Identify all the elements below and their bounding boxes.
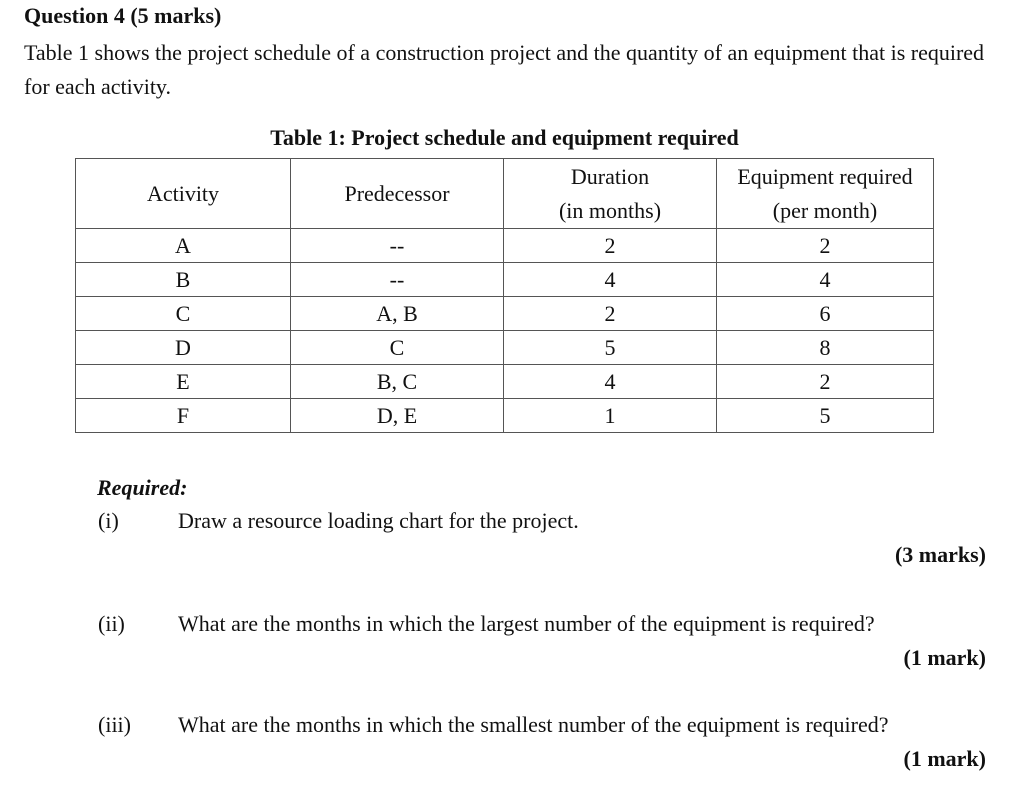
header-equipment bbox=[717, 159, 934, 229]
header-duration-line2: (in months) bbox=[558, 197, 662, 223]
header-duration-line1: Duration bbox=[570, 163, 650, 189]
cell-duration: 4 bbox=[504, 365, 717, 399]
header-activity: Activity bbox=[76, 159, 291, 229]
item-text: What are the months in which the smallest number of the equipment is required? bbox=[178, 712, 889, 737]
cell-duration: 2 bbox=[504, 229, 717, 263]
table-row bbox=[76, 229, 934, 263]
question-heading: Question 4 (5 marks) bbox=[24, 3, 222, 28]
question-intro: Table 1 shows the project schedule of a construction project and the quantity of an equipment that is required for each activity. bbox=[24, 40, 985, 99]
item-marks: (3 marks) bbox=[894, 542, 986, 567]
table-row bbox=[76, 331, 934, 365]
cell-equipment: 8 bbox=[717, 331, 934, 365]
item-marks: (1 mark) bbox=[903, 645, 986, 670]
cell-duration: 2 bbox=[504, 297, 717, 331]
header-equipment-line2: (per month) bbox=[772, 197, 878, 223]
cell-predecessor: A, B bbox=[291, 297, 504, 331]
item-text: Draw a resource loading chart for the project. bbox=[178, 508, 579, 533]
item-number: (iii) bbox=[98, 712, 131, 737]
cell-predecessor: D, E bbox=[291, 399, 504, 433]
table-caption: Table 1: Project schedule and equipment required bbox=[270, 125, 739, 150]
cell-predecessor: -- bbox=[291, 263, 504, 297]
required-title: Required: bbox=[97, 475, 188, 500]
table-row bbox=[76, 297, 934, 331]
header-duration bbox=[504, 159, 717, 229]
cell-activity: F bbox=[76, 399, 291, 433]
cell-duration: 5 bbox=[504, 331, 717, 365]
schedule-table bbox=[75, 158, 934, 433]
cell-predecessor: C bbox=[291, 331, 504, 365]
cell-duration: 4 bbox=[504, 263, 717, 297]
cell-equipment: 2 bbox=[717, 365, 934, 399]
cell-predecessor: B, C bbox=[291, 365, 504, 399]
cell-activity: A bbox=[76, 229, 291, 263]
cell-activity: C bbox=[76, 297, 291, 331]
cell-equipment: 2 bbox=[717, 229, 934, 263]
cell-activity: B bbox=[76, 263, 291, 297]
item-text: What are the months in which the largest number of the equipment is required? bbox=[178, 611, 875, 636]
header-predecessor: Predecessor bbox=[291, 159, 504, 229]
table-row bbox=[76, 399, 934, 433]
cell-activity: E bbox=[76, 365, 291, 399]
cell-duration: 1 bbox=[504, 399, 717, 433]
cell-equipment: 4 bbox=[717, 263, 934, 297]
cell-equipment: 5 bbox=[717, 399, 934, 433]
item-number: (ii) bbox=[98, 611, 125, 636]
table-row bbox=[76, 365, 934, 399]
table-header-row bbox=[76, 159, 934, 229]
item-marks: (1 mark) bbox=[903, 746, 986, 771]
item-number: (i) bbox=[98, 508, 119, 533]
header-equipment-line1: Equipment required bbox=[737, 163, 913, 189]
cell-predecessor: -- bbox=[291, 229, 504, 263]
cell-activity: D bbox=[76, 331, 291, 365]
table-row bbox=[76, 263, 934, 297]
cell-equipment: 6 bbox=[717, 297, 934, 331]
